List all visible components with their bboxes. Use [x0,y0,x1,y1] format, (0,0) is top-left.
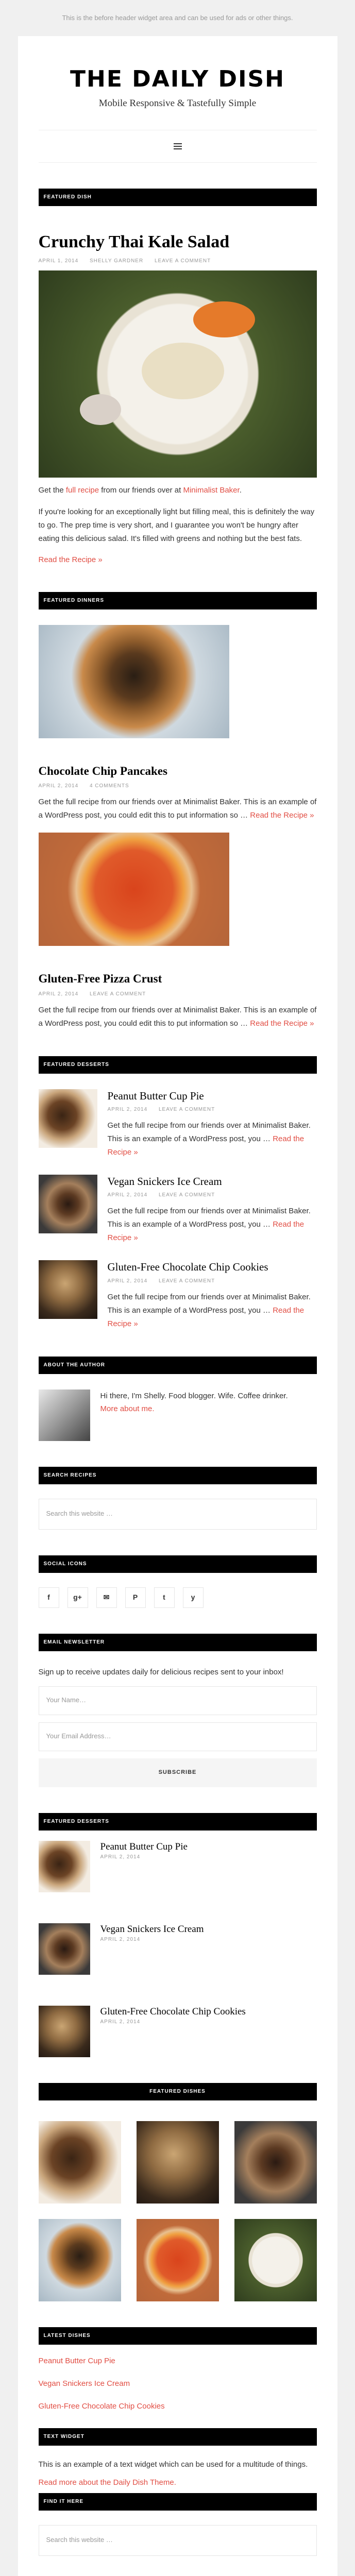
dish-grid-image[interactable] [137,2219,219,2301]
post-date: APRIL 2, 2014 [107,1107,148,1113]
subscribe-button[interactable]: SUBSCRIBE [39,1758,317,1787]
dessert-title[interactable]: Vegan Snickers Ice Cream [100,1923,204,1935]
read-recipe-link[interactable]: Read the Recipe » [38,555,103,564]
post-meta [108,1191,317,1199]
pinterest-icon[interactable]: P [125,1587,146,1608]
dinner-excerpt [39,1004,317,1030]
read-recipe-link[interactable]: Read the Recipe » [107,1306,305,1328]
featured-dish-title[interactable]: Crunchy Thai Kale Salad [38,232,230,251]
sidebar-dessert-item [39,1923,317,1975]
author-avatar [39,1389,90,1441]
dessert-item [39,1089,317,1159]
google-plus-icon[interactable]: g+ [67,1587,88,1608]
site-header [39,36,317,130]
post-date: APRIL 2, 2014 [100,2019,141,2025]
dessert-excerpt [108,1119,317,1159]
dessert-thumbnail[interactable] [39,1841,90,1892]
dessert-thumbnail[interactable] [39,1923,90,1975]
post-comments-link[interactable]: LEAVE A COMMENT [89,991,146,997]
post-comments-link[interactable]: LEAVE A COMMENT [158,1107,215,1113]
post-date: APRIL 2, 2014 [38,991,79,997]
featured-dish-label: FEATURED DISH [39,189,317,206]
excerpt-text: Get the full recipe from our friends over at Minimalist Baker. This is an example of a WordPress post, you … [107,1292,311,1315]
dessert-thumbnail[interactable] [39,1175,97,1233]
post-date: APRIL 2, 2014 [100,1854,141,1860]
dish-grid-image[interactable] [234,2219,317,2301]
twitter-icon[interactable]: t [154,1587,175,1608]
post-date: APRIL 2, 2014 [107,1278,148,1284]
post-date: APRIL 1, 2014 [38,258,79,264]
sidebar-dessert-item [39,1841,317,1892]
post-comments-link[interactable]: 4 COMMENTS [89,783,129,789]
latest-dishes-label: LATEST DISHES [39,2327,317,2345]
featured-dinners-label: FEATURED DINNERS [39,592,317,609]
post-date: APRIL 2, 2014 [107,1192,148,1198]
dessert-thumbnail[interactable] [39,1260,97,1319]
email-newsletter-label: EMAIL NEWSLETTER [39,1634,317,1651]
text-widget-body: This is an example of a text widget which can be used for a multitude of things. [38,2460,308,2469]
dinner-image-pizza[interactable] [39,833,229,946]
featured-desserts-sidebar-label: FEATURED DESSERTS [39,1813,317,1831]
latest-dish-link[interactable]: Gluten-Free Chocolate Chip Cookies [38,2401,165,2411]
footer-search-input[interactable]: Search this website … [39,2525,317,2556]
email-field[interactable]: Your Email Address… [39,1722,317,1751]
dessert-thumbnail[interactable] [39,1089,97,1148]
post-meta [108,1277,317,1285]
about-author-label: ABOUT THE AUTHOR [39,1357,317,1374]
name-field[interactable]: Your Name… [39,1686,317,1715]
intro-text: Get the [38,485,66,495]
before-header-widget: This is the before header widget area and can be used for ads or other things. [62,13,293,22]
post-comments-link[interactable]: LEAVE A COMMENT [158,1192,215,1198]
minimalist-baker-link[interactable]: Minimalist Baker [183,485,240,495]
text-widget-label: TEXT WIDGET [39,2428,317,2446]
mobile-menu-bar [39,130,317,163]
post-meta [39,990,317,998]
dessert-item [39,1260,317,1330]
post-meta [39,782,317,790]
dessert-thumbnail[interactable] [39,2006,90,2057]
dessert-title[interactable]: Peanut Butter Cup Pie [100,1841,188,1852]
newsletter-text: Sign up to receive updates daily for delicious recipes sent to your inbox! [38,1667,284,1676]
featured-dishes-label: FEATURED DISHES [39,2083,317,2100]
dish-grid-image[interactable] [234,2121,317,2204]
hamburger-menu-icon[interactable] [174,143,182,149]
latest-dish-link[interactable]: Peanut Butter Cup Pie [38,2356,115,2365]
latest-dish-link[interactable]: Vegan Snickers Ice Cream [38,2379,130,2388]
featured-dish-body: If you're looking for an exceptionally light but filling meal, this is definitely the way to go. The prep time is very short, and I guarantee you won't be hungry after eating this delicious salad. It's filled with greens and nothing but the best fats. [38,507,315,543]
intro-text: from our friends over at [99,485,183,495]
author-box [39,1389,317,1441]
dish-grid-image[interactable] [137,2121,219,2204]
dessert-title[interactable]: Gluten-Free Chocolate Chip Cookies [107,1261,268,1274]
post-meta [39,257,317,265]
post-author[interactable]: SHELLY GARDNER [89,258,144,264]
featured-desserts-label: FEATURED DESSERTS [39,1056,317,1074]
dessert-excerpt [108,1291,317,1331]
vimeo-icon[interactable]: y [183,1587,204,1608]
dessert-item [39,1175,317,1245]
social-icons-list [39,1587,317,1608]
read-recipe-link[interactable]: Read the Recipe » [107,1220,305,1243]
excerpt-text: Get the full recipe from our friends over at Minimalist Baker. This is an example of a WordPress post, you … [107,1207,311,1229]
dessert-title[interactable]: Gluten-Free Chocolate Chip Cookies [100,2006,246,2017]
read-recipe-link[interactable]: Read the Recipe » [250,1019,314,1028]
site-container [18,36,337,2576]
intro-text: . [239,485,242,495]
post-comments-link[interactable]: LEAVE A COMMENT [158,1278,215,1284]
search-recipes-label: SEARCH RECIPES [39,1467,317,1484]
read-recipe-link[interactable]: Read the Recipe » [107,1134,305,1157]
find-it-here-label: FIND IT HERE [39,2493,317,2511]
full-recipe-link[interactable]: full recipe [65,485,99,495]
post-date: APRIL 2, 2014 [38,783,79,789]
dinner-excerpt [39,795,317,822]
site-title[interactable]: THE DAILY DISH [70,66,285,92]
post-comments-link[interactable]: LEAVE A COMMENT [154,258,211,264]
email-icon[interactable]: ✉ [96,1587,117,1608]
dessert-excerpt [108,1205,317,1245]
featured-dishes-grid [39,2121,317,2301]
dish-grid-image[interactable] [39,2219,121,2301]
post-meta [108,1106,317,1114]
sidebar-dessert-item [39,2006,317,2057]
dinner-title[interactable]: Gluten-Free Pizza Crust [38,972,162,986]
read-recipe-link[interactable]: Read the Recipe » [250,811,314,820]
excerpt-text: Get the full recipe from our friends over at Minimalist Baker. This is an example of a WordPress post, you could edit this to put information so … [38,1005,317,1028]
more-about-me-link[interactable]: More about me. [100,1404,155,1413]
featured-dish-image[interactable] [39,270,317,478]
facebook-icon[interactable]: f [39,1587,59,1608]
newsletter-form [39,1666,317,1787]
excerpt-text: Get the full recipe from our friends over at Minimalist Baker. This is an example of a WordPress post, you … [107,1121,311,1144]
dessert-title[interactable]: Vegan Snickers Ice Cream [107,1175,222,1188]
search-input[interactable]: Search this website … [39,1499,317,1530]
social-icons-label: SOCIAL ICONS [39,1555,317,1573]
dish-grid-image[interactable] [39,2121,121,2204]
latest-dishes-list [39,2355,317,2413]
excerpt-text: Get the full recipe from our friends over at Minimalist Baker. This is an example of a WordPress post, you could edit this to put information so … [38,798,317,820]
post-date: APRIL 2, 2014 [100,1937,141,1943]
featured-dish-intro [39,484,317,497]
daily-dish-theme-link[interactable]: Read more about the Daily Dish Theme. [38,2478,176,2487]
dinner-title[interactable]: Chocolate Chip Pancakes [38,764,167,777]
dessert-title[interactable]: Peanut Butter Cup Pie [107,1089,204,1102]
author-bio: Hi there, I'm Shelly. Food blogger. Wife. Coffee drinker. [100,1391,288,1400]
dinner-image-pancakes[interactable] [39,625,229,738]
site-description: Mobile Responsive & Tastefully Simple [98,98,257,109]
